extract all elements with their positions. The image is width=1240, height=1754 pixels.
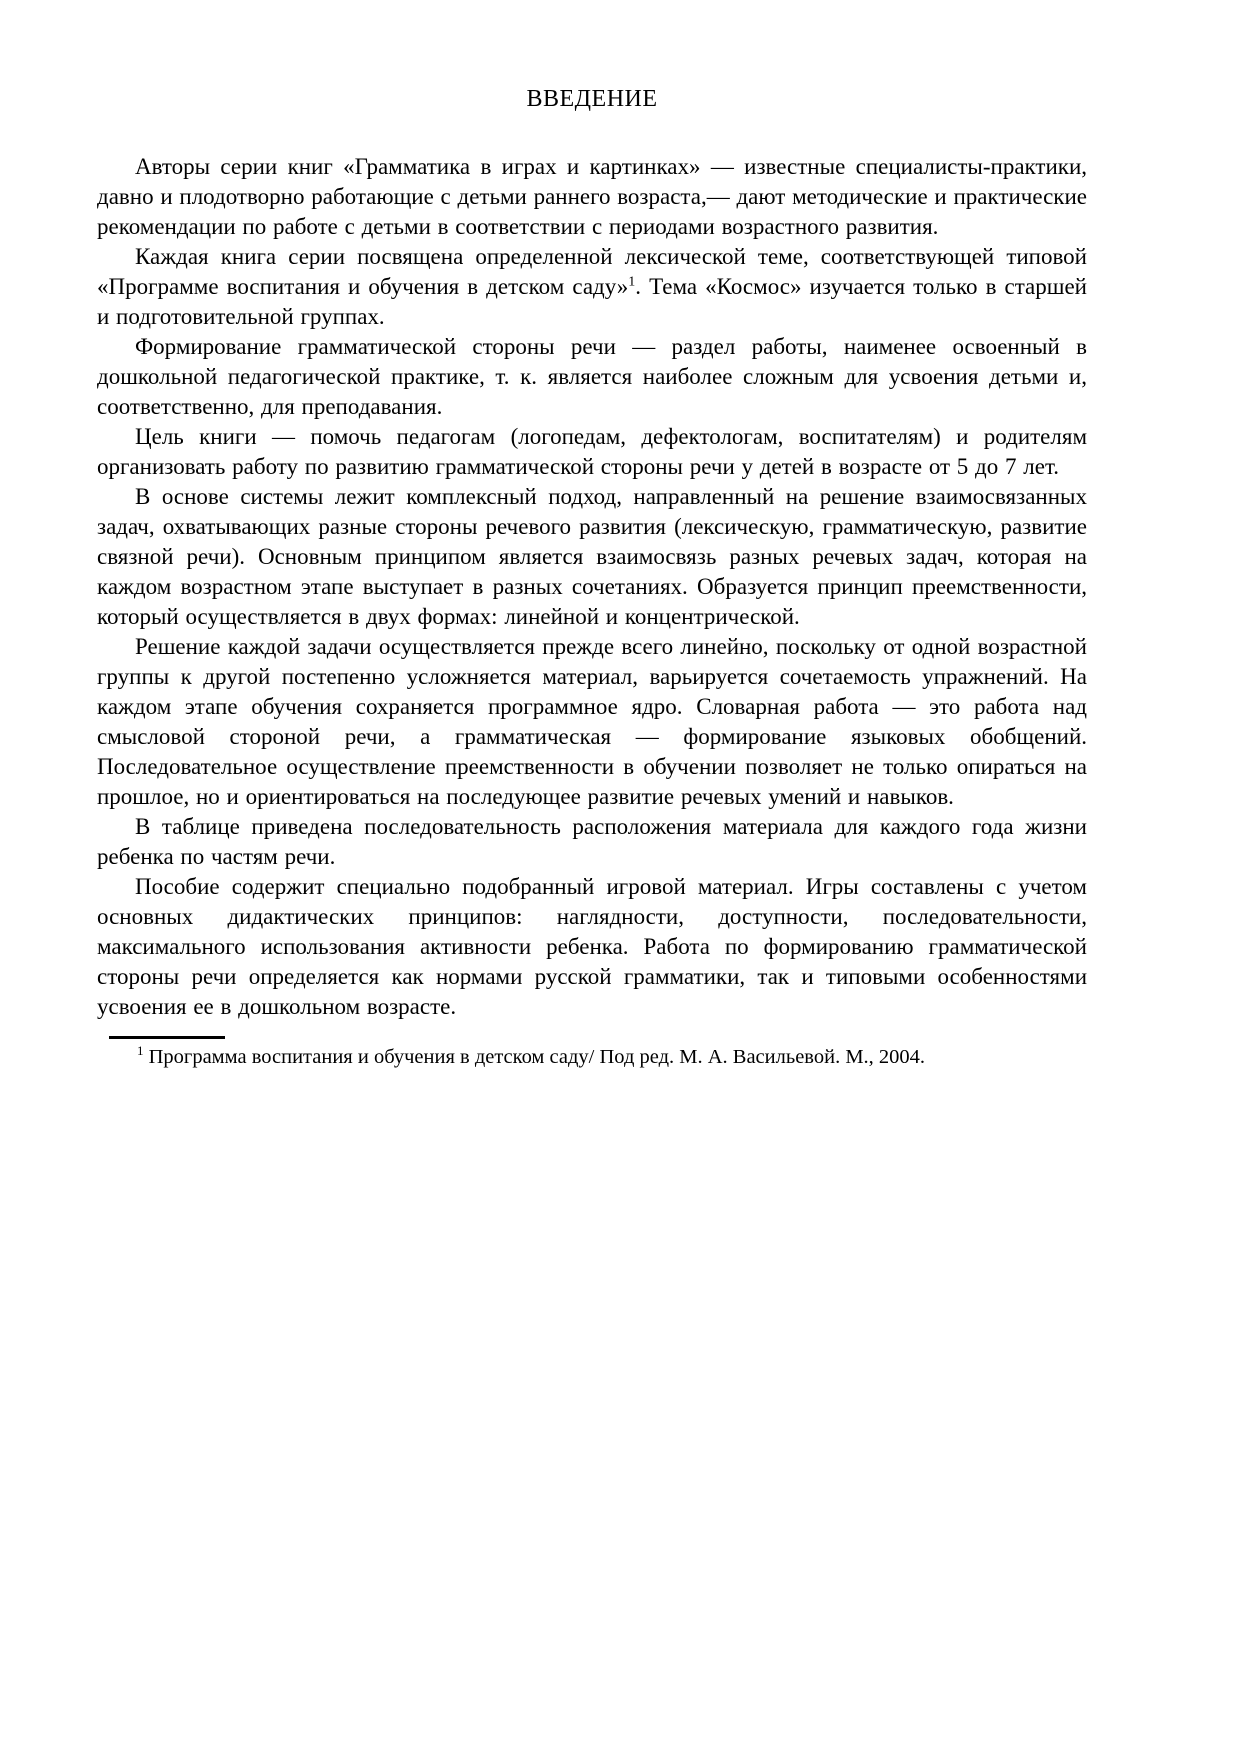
paragraph-3: Формирование грамматической стороны речи — раздел работы, наименее освоенный в дошкольной педагогической практике, т. к. является наиболее сложным для усвоения детьми и, соответственно, для преподавания. <box>97 334 1087 419</box>
paragraph-2 <box>97 242 1087 332</box>
paragraph-6: Решение каждой задачи осуществляется прежде всего линейно, поскольку от одной возрастной группы к другой постепенно усложняется материал, варьируется сочетаемость упражнений. На каждом этапе обучения сохраняется программное ядро. Словарная работа — это работа над смысловой стороной речи, а грамматическая — формирование языковых обобщений. Последовательное осуществление преемственности в обучении позволяет не только опираться на прошлое, но и ориентироваться на последующее развитие речевых умений и навыков. <box>97 634 1087 809</box>
footnote-marker: 1 <box>137 1043 144 1059</box>
footnote-block <box>97 1036 1087 1071</box>
paragraph-1: Авторы серии книг «Грамматика в играх и картинках» — известные специалисты-практики, давно и плодотворно работающие с детьми раннего возраста,— дают методические и практические рекомендации по работе с детьми в соответствии с периодами возрастного развития. <box>97 154 1087 239</box>
paragraph-8: Пособие содержит специально подобранный игровой материал. Игры составлены с учетом основных дидактических принципов: наглядности, доступности, последовательности, максимального использования активности ребенка. Работа по формированию грамматической стороны речи определяется как нормами русской грамматики, так и типовыми особенностями усвоения ее в дошкольном возрасте. <box>97 874 1087 1019</box>
paragraph-5: В основе системы лежит комплексный подход, направленный на решение взаимосвязанных задач, охватывающих разные стороны речевого развития (лексическую, грамматическую, развитие связной речи). Основным принципом является взаимосвязь разных речевых задач, которая на каждом возрастном этапе выступает в разных сочетаниях. Образуется принцип преемственности, который осуществляется в двух формах: линейной и концентрической. <box>97 484 1087 629</box>
paragraph-4: Цель книги — помочь педагогам (логопедам, дефектологам, воспитателям) и родителям организовать работу по развитию грамматической стороны речи у детей в возрасте от 5 до 7 лет. <box>97 424 1087 479</box>
paragraph-2-text-after: . Тема «Космос» изучается только в старшей и подготовительной группах. <box>97 274 1087 329</box>
footnote-text: Программа воспитания и обучения в детском саду/ Под ред. М. А. Васильевой. М., 2004. <box>148 1046 926 1068</box>
footnote-ref-marker: 1 <box>628 274 636 290</box>
paragraph-2-text: Каждая книга серии посвящена определенной лексической теме, соответствующей типовой «Программе воспитания и обучения в детском саду» <box>97 244 1087 299</box>
page-title: ВВЕДЕНИЕ <box>526 86 658 112</box>
footnote-separator <box>109 1036 225 1039</box>
paragraph-7: В таблице приведена последовательность расположения материала для каждого года жизни ребенка по частям речи. <box>97 814 1087 869</box>
footnote <box>97 1044 1087 1071</box>
